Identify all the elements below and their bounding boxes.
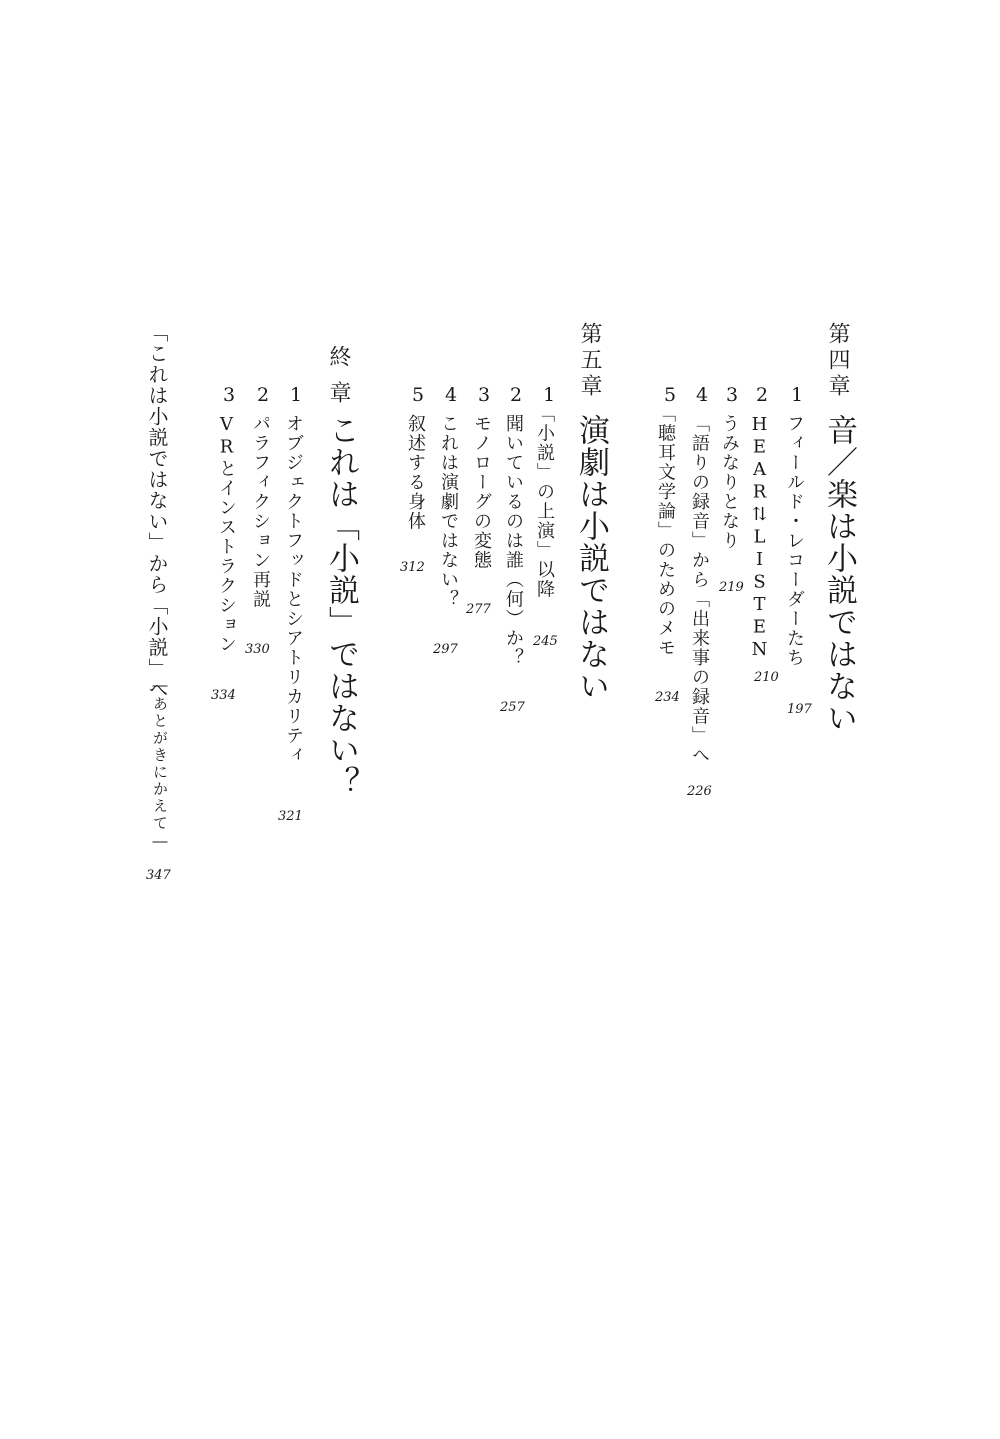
- entry-title: フィールド・レコーダーたち: [784, 414, 805, 668]
- entry-title: 「聴耳文学論」のためのメモ: [655, 404, 676, 658]
- entry-page: 197: [787, 702, 812, 717]
- entry-page: 334: [211, 688, 236, 703]
- entry-page: 277: [466, 602, 491, 617]
- entry-number: 1: [786, 384, 808, 406]
- entry-page: 297: [433, 642, 458, 657]
- entry-page: 321: [278, 809, 303, 824]
- chapter-title: これは「小説」ではない？: [323, 414, 359, 798]
- afterword-subtitle: ―あとがきにかえて―: [151, 676, 169, 852]
- chapter-label: 第五章: [577, 322, 602, 400]
- chapter-title: 音／楽は小説ではない: [821, 414, 857, 734]
- entry-number: 3: [721, 384, 743, 406]
- entry-title: HEAR⇅LISTEN: [749, 414, 770, 662]
- entry-number: 2: [252, 384, 274, 406]
- entry-title: パラフィクション再説: [250, 414, 271, 609]
- chapter-label: 終章: [326, 345, 351, 417]
- entry-page: 330: [245, 642, 270, 657]
- entry-number: 4: [440, 384, 462, 406]
- entry-number: 1: [285, 384, 307, 406]
- entry-number: 3: [218, 384, 240, 406]
- entry-page: 226: [687, 784, 712, 799]
- entry-page: 210: [754, 670, 779, 685]
- chapter-label: 第四章: [825, 322, 850, 400]
- entry-title: オブジェクトフッドとシアトリカリティ: [283, 414, 304, 765]
- entry-title: 聞いているのは誰（何）か？: [503, 414, 524, 668]
- entry-title: 叙述する身体: [405, 414, 426, 531]
- entry-number: 2: [505, 384, 527, 406]
- entry-page: 245: [533, 634, 558, 649]
- entry-page: 257: [500, 700, 525, 715]
- entry-title: うみなりとなり: [719, 414, 740, 551]
- entry-number: 2: [751, 384, 773, 406]
- entry-title: 「小説」の上演」以降: [534, 404, 555, 599]
- entry-number: 5: [407, 384, 429, 406]
- entry-number: 5: [659, 384, 681, 406]
- entry-page: 312: [400, 560, 425, 575]
- entry-title: これは演劇ではない？: [438, 414, 459, 609]
- afterword-page: 347: [146, 868, 171, 883]
- entry-page: 219: [719, 580, 744, 595]
- entry-number: 1: [538, 384, 560, 406]
- entry-title: 「語りの録音」から「出来事の録音」へ: [689, 414, 710, 765]
- entry-title: VRとインストラクション: [216, 414, 237, 654]
- entry-page: 234: [655, 690, 680, 705]
- entry-number: 4: [691, 384, 713, 406]
- afterword-title: 「これは小説ではない」から「小説」へ: [145, 322, 169, 700]
- entry-title: モノローグの変態: [471, 414, 492, 570]
- chapter-title: 演劇は小説ではない: [573, 414, 609, 702]
- entry-number: 3: [473, 384, 495, 406]
